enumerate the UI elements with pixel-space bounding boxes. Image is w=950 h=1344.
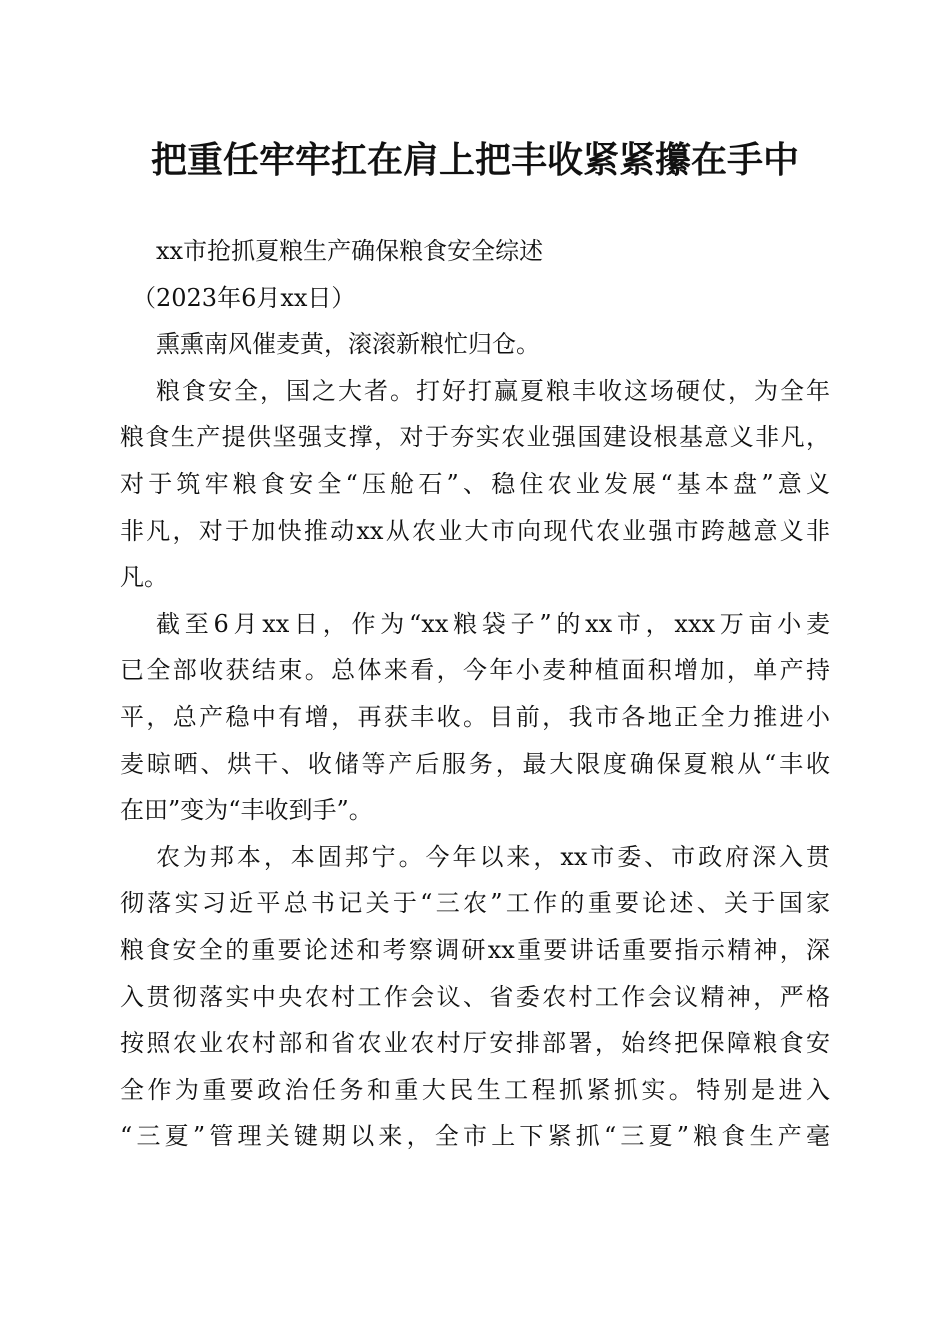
paragraph-line: 平，总产稳中有增，再获丰收。目前，我市各地正全力推进小 [120,702,830,731]
subtitle-line: xx市抢抓夏粮生产确保粮食安全综述 [156,237,544,265]
paragraph-line: 在田”变为“丰收到手”。 [120,796,373,825]
document-body [120,228,830,1160]
paragraph-line: 粮食安全，国之大者。打好打赢夏粮丰收这场硬仗，为全年 [156,376,830,405]
paragraph-line: 非凡，对于加快推动xx从农业大市向现代农业强市跨越意义非 [120,516,830,545]
paragraph-line: 农为邦本，本固邦宁。今年以来，xx市委、市政府深入贯 [156,842,830,871]
paragraph-line: 截至6月xx日，作为“xx粮袋子”的xx市，xxx万亩小麦 [156,609,830,638]
paragraph-line: 已全部收获结束。总体来看，今年小麦种植面积增加，单产持 [120,656,830,685]
paragraph-line: 熏熏南风催麦黄，滚滚新粮忙归仓。 [156,330,540,359]
paragraph-line: 彻落实习近平总书记关于“三农”工作的重要论述、关于国家 [120,889,830,918]
paragraph-line: 全作为重要政治任务和重大民生工程抓紧抓实。特别是进入 [120,1075,830,1104]
paragraph-line: 对于筑牢粮食安全“压舱石”、稳住农业发展“基本盘”意义 [120,469,830,498]
paragraph-line: 凡。 [120,563,168,592]
paragraph-line: 按照农业农村部和省农业农村厅安排部署，始终把保障粮食安 [120,1029,830,1058]
paragraph-line: 入贯彻落实中央农村工作会议、省委农村工作会议精神，严格 [120,982,830,1011]
paragraph-line: 麦晾晒、烘干、收储等产后服务，最大限度确保夏粮从“丰收 [120,749,830,778]
date-line: （2023年6月xx日） [132,283,356,312]
paragraph-line: “三夏”管理关键期以来，全市上下紧抓“三夏”粮食生产毫 [120,1122,830,1151]
paragraph-line: 粮食安全的重要论述和考察调研xx重要讲话重要指示精神，深 [120,935,830,964]
paragraph-line: 粮食生产提供坚强支撑，对于夯实农业强国建设根基意义非凡， [120,423,830,452]
page-title: 把重任牢牢扛在肩上把丰收紧紧攥在手中 [150,139,799,181]
